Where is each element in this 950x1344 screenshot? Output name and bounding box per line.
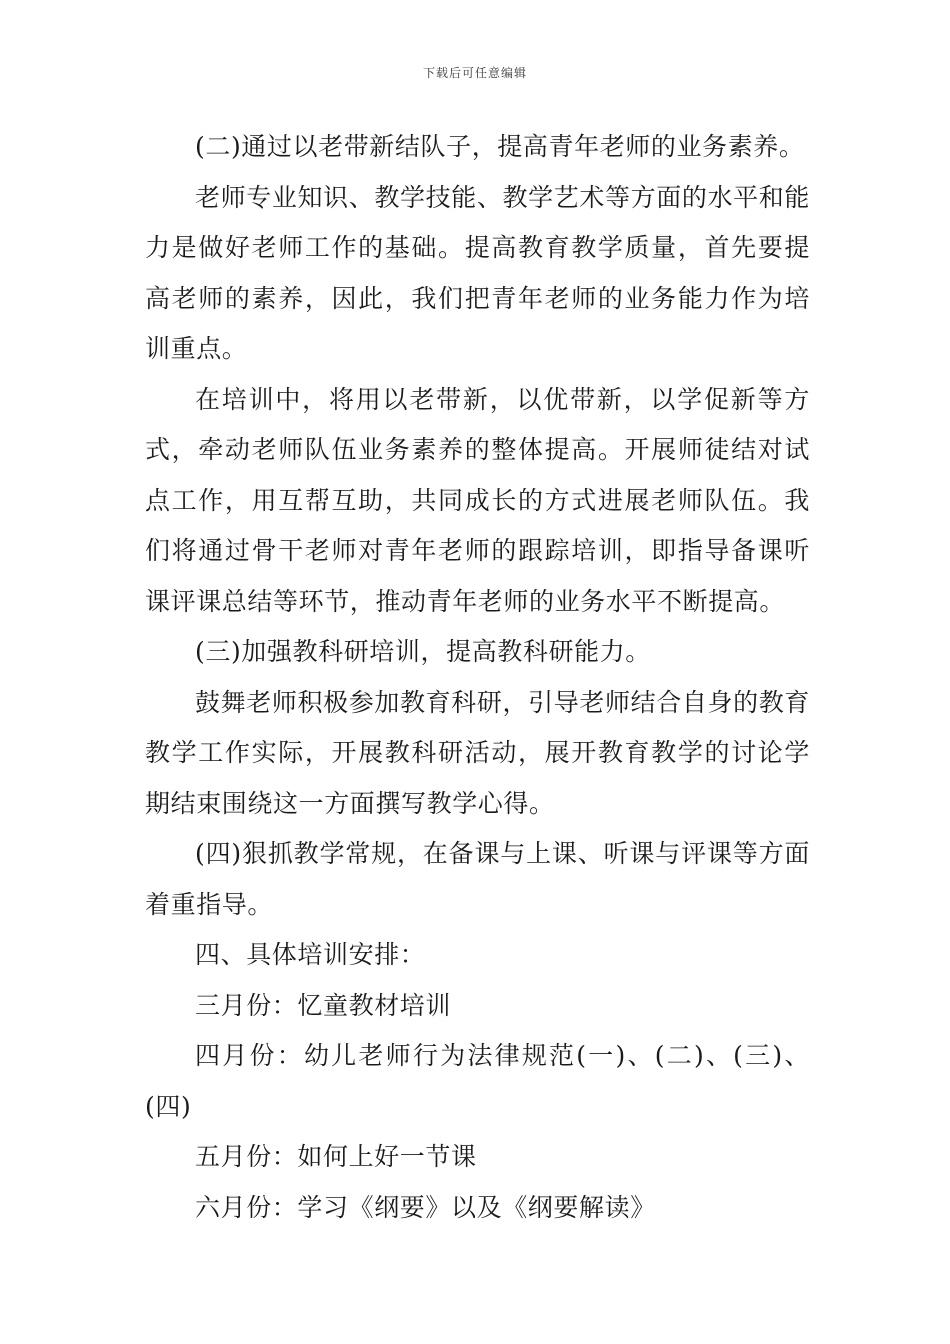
paragraph-schedule-heading: 四、具体培训安排： <box>195 940 426 969</box>
document-body <box>145 122 810 1233</box>
schedule-june: 六月份：学习《纲要》以及《纲要解读》 <box>195 1192 656 1222</box>
header-note: 下载后可任意编辑 <box>422 66 527 80</box>
paragraph-section-4-heading: (四)狠抓教学常规，在备课与上课、听课与评课等方面着重指导。 <box>145 839 810 919</box>
paragraph-research: 鼓舞老师积极参加教育科研，引导老师结合自身的教育教学工作实际，开展教科研活动，展开教育教学的讨论学期结束围绕这一方面撰写教学心得。 <box>145 687 810 818</box>
schedule-may: 五月份：如何上好一节课 <box>195 1142 477 1171</box>
schedule-april: 四月份：幼儿老师行为法律规范(一)、(二)、(三)、(四) <box>145 1041 810 1121</box>
schedule-march: 三月份：忆童教材培训 <box>195 990 452 1020</box>
paragraph-section-2-heading: (二)通过以老带新结队子，提高青年老师的业务素养。 <box>195 132 805 161</box>
paragraph-section-3-heading: (三)加强教科研培训，提高教科研能力。 <box>195 637 651 666</box>
paragraph-teacher-skills: 老师专业知识、教学技能、教学艺术等方面的水平和能力是做好老师工作的基础。提高教育教学质量，首先要提高老师的素养，因此，我们把青年老师的业务能力作为培训重点。 <box>145 182 810 363</box>
paragraph-training-method: 在培训中，将用以老带新，以优带新，以学促新等方式，牵动老师队伍业务素养的整体提高。开展师徒结对试点工作，用互帮互助，共同成长的方式进展老师队伍。我们将通过骨干老师对青年老师的跟踪培训，即指导备课听课评课总结等环节，推动青年老师的业务水平不断提高。 <box>145 384 810 616</box>
